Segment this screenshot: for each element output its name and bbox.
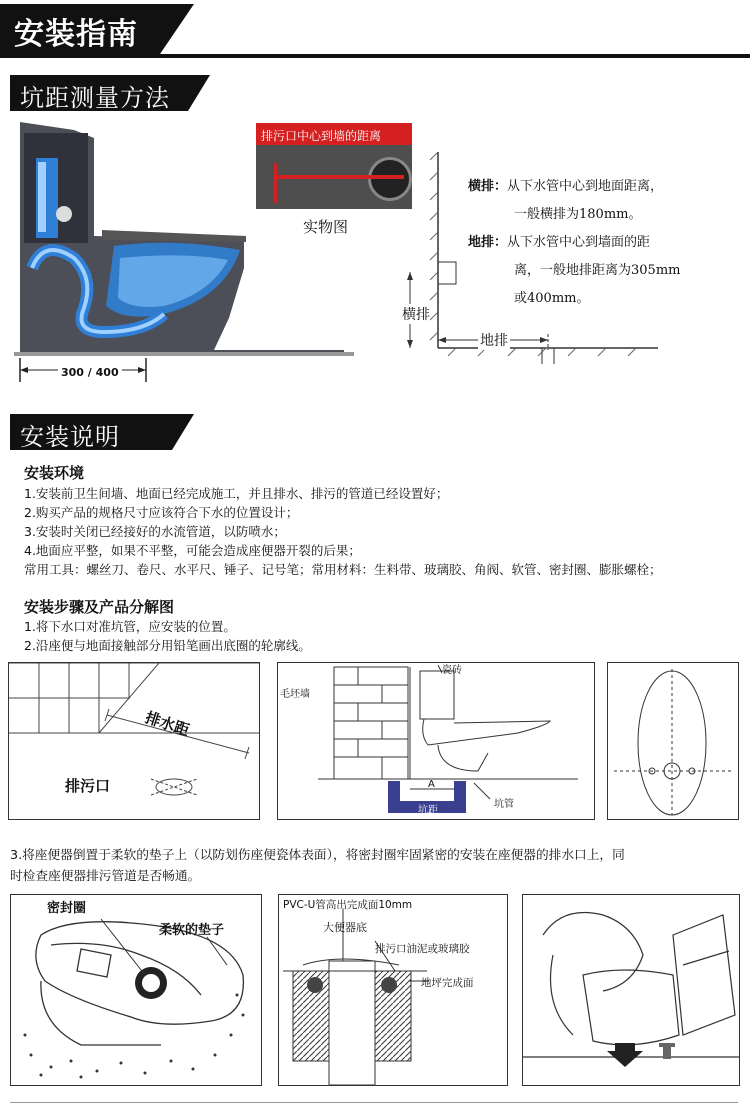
steps-title: 安装步骤及产品分解图 [24,598,175,616]
env-item: 2.购买产品的规格尺寸应该符合下水的位置设计； [24,505,299,520]
paiwukou-label: 排污口 [65,777,111,795]
section-title-text: 安装说明 [20,423,120,451]
heng-label: 横排 [402,304,430,324]
env-item: 常用工具：螺丝刀、卷尺、水平尺、锤子、记号笔；常用材料：生料带、玻璃胶、角阀、软管、密封圈、膨胀螺栓； [24,562,662,577]
pvc-label: PVC-U管高出完成面10mm [283,899,413,911]
soft-pad-label: 柔软的垫子 [159,923,225,938]
step3-line1: 3.将座便器倒置于柔软的垫子上（以防划伤座便瓷体表面），将密封圈牢固紧密的安装在座便器的排水口上，同 [10,847,625,862]
di-line3: 或400mm。 [514,291,590,306]
photo-pit-measure [256,123,412,209]
env-list [24,484,662,579]
env-item: 4.地面应平整，如果不平整，可能会造成座便器开裂的后果； [24,543,361,558]
di-line2: 离，一般地排距离为305mm [514,263,681,278]
bottom-cutoff-strip [10,1098,738,1106]
mifengquan-label: 密封圈 [47,901,87,916]
steps-list [24,617,311,655]
env-item: 1.安装前卫生间墙、地面已经完成施工，并且排水、排污的管道已经设置好； [24,486,449,501]
figure-inverted-toilet [10,894,262,1086]
pit-distance-label: 300 / 400 [58,366,122,379]
env-item: 3.安装时关闭已经接好的水流管道，以防喷水； [24,524,286,539]
paiwukou-oil-label: 排污口油泥或玻璃胶 [375,943,470,955]
a-label: A [428,779,435,790]
section-title-install [10,414,210,450]
figure-flange-section [278,894,508,1086]
cizhuan-label: 瓷砖 [442,665,462,676]
heng-line2: 一般横排为180mm。 [514,207,642,222]
kengju-label: 坑距 [418,805,438,816]
section-title-measure [10,75,230,111]
step3-line2: 时检查座便器排污管道是否畅通。 [10,868,201,883]
step-item: 1.将下水口对准坑管，应安装的位置。 [24,619,236,634]
maopiqiang-label: 毛坯墙 [280,689,310,700]
env-title: 安装环境 [24,464,85,482]
heng-line1: 从下水管中心到地面距离， [507,179,664,194]
di-label: 地排 [478,330,510,350]
figure-wall-pit [277,662,595,820]
step-item: 2.沿座便与地面接触部分用铅笔画出底圈的轮廓线。 [24,638,311,653]
figure-base-outline [607,662,739,820]
section-title-text: 坑距测量方法 [20,84,170,112]
kengguan-label: 坑管 [494,799,514,810]
figure-drain-position [8,662,260,820]
drain-explanation [468,173,680,313]
header-bar [0,0,750,58]
di-line1: 从下水管中心到墙面的距 [507,235,651,250]
heng-title: 横排： [468,179,508,194]
page-title: 安装指南 [14,17,138,52]
dabian-label: 大便器底 [323,921,367,934]
photo-banner-text: 排污口中心到墙的距离 [261,129,382,143]
floor-finish-label: 地坪完成面 [421,977,474,989]
di-title: 地排： [468,235,508,250]
paishuiju-label: 排水距 [143,708,192,740]
photo-caption: 实物图 [303,218,349,236]
figure-install-press [522,894,740,1086]
